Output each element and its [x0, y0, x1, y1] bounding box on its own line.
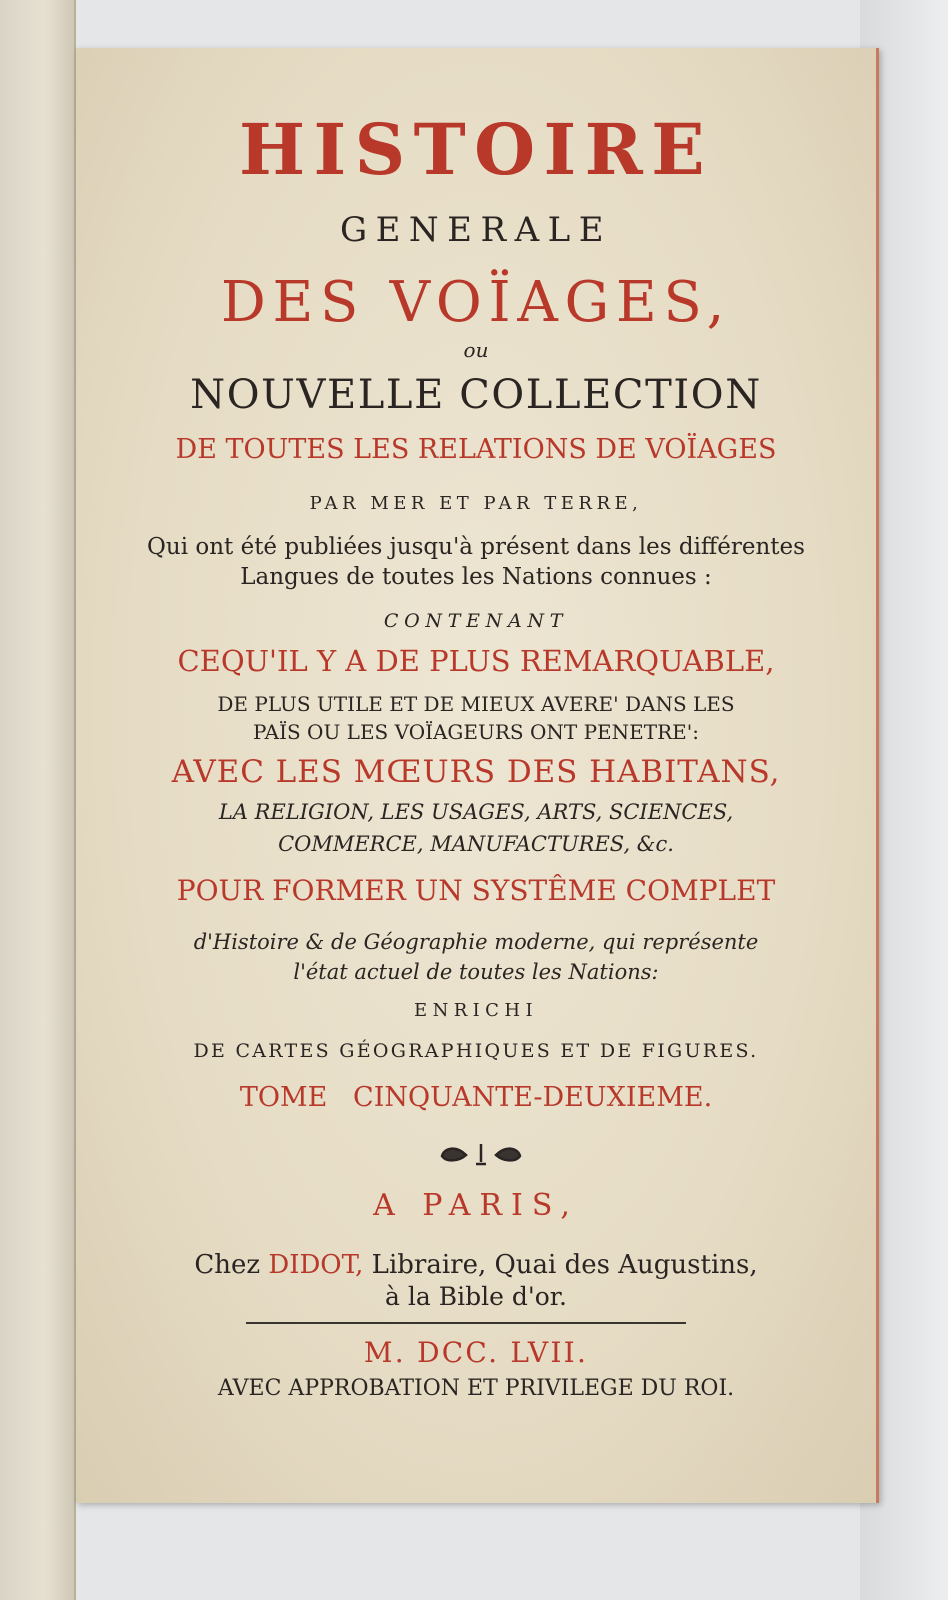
title-page — [76, 48, 879, 1503]
publisher-line — [76, 1250, 876, 1280]
utile-line-1: DE PLUS UTILE ET DE MIEUX AVERE' DANS LES — [217, 692, 735, 716]
floral-ornament-icon — [436, 1140, 526, 1170]
cartes: DE CARTES GÉOGRAPHIQUES ET DE FIGURES. — [193, 1040, 759, 1062]
subtitle-mer-terre: PAR MER ET PAR TERRE, — [309, 493, 643, 514]
tome: TOME CINQUANTE-DEUXIEME. — [239, 1082, 713, 1113]
title-generale: GENERALE — [339, 210, 613, 250]
religion: LA RELIGION, LES USAGES, ARTS, SCIENCES, — [218, 800, 734, 824]
subtitle-relations: DE TOUTES LES RELATIONS DE VOÏAGES — [175, 434, 777, 465]
systeme: POUR FORMER UN SYSTÊME COMPLET — [176, 874, 776, 907]
enrichi: ENRICHI — [414, 1000, 538, 1021]
title: HISTOIRE — [239, 108, 713, 191]
description-line-2: Langues de toutes les Nations connues : — [240, 564, 712, 590]
subtitle: NOUVELLE COLLECTION — [190, 372, 762, 418]
date: M. DCC. LVII. — [363, 1336, 589, 1369]
histoire-line-2: l'état actuel de toutes les Nations: — [293, 960, 659, 984]
address-line-2: à la Bible d'or. — [385, 1282, 567, 1311]
utile-line-2: PAÏS OU LES VOÏAGEURS ONT PENETRE': — [253, 720, 699, 744]
remarquable: CEQU'IL Y A DE PLUS REMARQUABLE, — [177, 644, 775, 678]
privilege: AVEC APPROBATION ET PRIVILEGE DU ROI. — [217, 1376, 735, 1401]
left-page-edge — [0, 0, 76, 1600]
moeurs: AVEC LES MŒURS DES HABITANS, — [171, 754, 781, 790]
commerce: COMMERCE, MANUFACTURES, &c. — [278, 832, 674, 856]
description-line-1: Qui ont été publiées jusqu'à présent dans les différentes — [147, 534, 805, 560]
title-des-voiages: DES VOÏAGES, — [220, 270, 732, 335]
contenant: CONTENANT — [383, 610, 569, 632]
ou-text: ou — [463, 338, 489, 362]
publisher-name: DIDOT, — [268, 1250, 364, 1280]
chez: Chez — [194, 1250, 261, 1280]
city: A PARIS, — [373, 1188, 579, 1223]
address-line-1: Libraire, Quai des Augustins, — [371, 1250, 758, 1280]
divider-rule — [246, 1322, 686, 1324]
histoire-line-1: d'Histoire & de Géographie moderne, qui représente — [193, 930, 759, 954]
